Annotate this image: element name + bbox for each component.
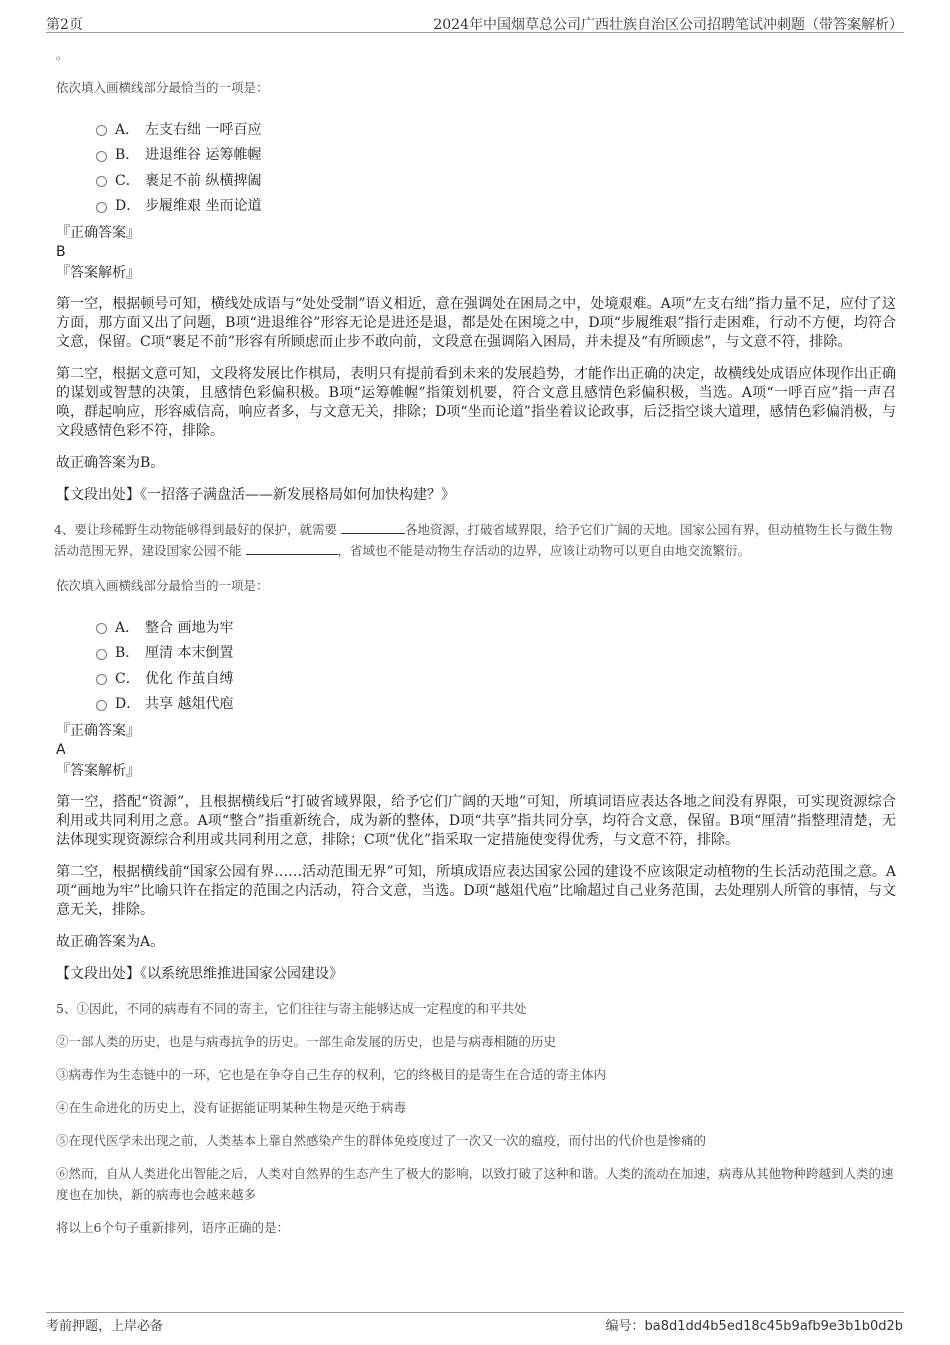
option-letter: B． bbox=[115, 645, 140, 662]
code-value: ba8d1dd4b5ed18c45b9afb9e3b1b0d2b bbox=[644, 1319, 903, 1334]
radio-icon[interactable] bbox=[96, 649, 107, 660]
radio-icon[interactable] bbox=[96, 700, 107, 711]
option-text: 裹足不前 纵横捭阖 bbox=[145, 172, 262, 189]
q5-sentence-3: ③病毒作为生态链中的一环，它也是在争夺自己生存的权利，它的终极目的是寄生在合适的寄主体内 bbox=[56, 1067, 607, 1082]
option-text: 左支右绌 一呼百应 bbox=[145, 121, 262, 138]
radio-icon[interactable] bbox=[96, 176, 107, 187]
q5-sentence-5: ⑤在现代医学未出现之前，人类基本上靠自然感染产生的群体免疫度过了一次又一次的瘟疫，而付出的代价也是惨痛的 bbox=[56, 1133, 707, 1148]
option-letter: B． bbox=[115, 147, 140, 164]
q3-conclusion: 故正确答案为B。 bbox=[56, 455, 165, 471]
option-text: 共享 越俎代庖 bbox=[145, 696, 234, 713]
q3-option-c[interactable] bbox=[96, 167, 896, 193]
q4-options bbox=[96, 614, 896, 716]
radio-icon[interactable] bbox=[96, 202, 107, 213]
q4-stem-part3: ，省域也不能是动物生存活动的边界，应该让动物可以更自由地交流繁衍。 bbox=[337, 543, 751, 558]
radio-icon[interactable] bbox=[96, 674, 107, 685]
q4-analysis-label: 『答案解析』 bbox=[56, 763, 140, 779]
q4-conclusion: 故正确答案为A。 bbox=[56, 934, 165, 950]
q3-answer: B bbox=[56, 244, 66, 260]
page-number: 第2页 bbox=[46, 17, 83, 33]
radio-icon[interactable] bbox=[96, 151, 107, 162]
q4-blank-1 bbox=[341, 521, 405, 534]
q3-option-b[interactable] bbox=[96, 142, 896, 168]
document-code bbox=[606, 1315, 904, 1334]
q3-answer-label: 『正确答案』 bbox=[56, 225, 140, 241]
q4-analysis-para-1: 第一空，搭配“资源”，且根据横线后“打破省域界限，给予它们广阔的天地”可知，所填词语应表达各地之间没有界限，可实现资源综合利用或共同利用之意。A项“整合”指重新统合，成为新的整体，D项“共享”指共同分享，均符合文意，保留。B项“厘清”指整理清楚，无法体现实现资源综合利用或共同利用之意，排除；C项“优化”指采取一定措施使变得优秀，与文意不符，排除。 bbox=[56, 794, 896, 848]
q4-stem bbox=[54, 519, 896, 561]
option-text: 整合 画地为牢 bbox=[145, 619, 234, 636]
q4-stem-part1: 4、要让珍稀野生动物能够得到最好的保护，就需要 bbox=[54, 522, 337, 537]
option-letter: A． bbox=[115, 121, 140, 138]
q4-option-c[interactable] bbox=[96, 665, 896, 691]
q4-analysis-para-2: 第二空，根据横线前“国家公园有界……活动范围无界”可知，所填成语应表达国家公园的建设不应该限定动植物的生长活动范围之意。A项“画地为牢”比喻只许在指定的范围之内活动，符合文意，当选。D项“越俎代庖”比喻超过自己业务范围，去处理别人所管的事情，与文意无关，排除。 bbox=[56, 864, 896, 918]
q5-sentence-6: ⑥然而，自从人类进化出智能之后，人类对自然界的生态产生了极大的影响，以致打破了这种和谐。人类的流动在加速，病毒从其他物种跨越到人类的速度也在加快，新的病毒也会越来越多 bbox=[56, 1166, 894, 1202]
q3-stem-tail: 。 bbox=[56, 47, 69, 62]
option-text: 步履维艰 坐而论道 bbox=[145, 198, 262, 215]
q4-option-d[interactable] bbox=[96, 691, 896, 717]
option-text: 优化 作茧自缚 bbox=[145, 670, 234, 687]
document-title: 2024年中国烟草总公司广西壮族自治区公司招聘笔试冲刺题（带答案解析） bbox=[433, 17, 903, 33]
q3-analysis-label: 『答案解析』 bbox=[56, 265, 140, 281]
code-label: 编号： bbox=[605, 1319, 645, 1334]
q5-sentence-1: 5、①因此，不同的病毒有不同的寄主，它们往往与寄主能够达成一定程度的和平共处 bbox=[56, 1001, 527, 1016]
q3-prompt: 依次填入画横线部分最恰当的一项是： bbox=[56, 80, 269, 95]
option-letter: C． bbox=[115, 670, 140, 687]
option-text: 进退维谷 运筹帷幄 bbox=[145, 147, 262, 164]
main-content bbox=[56, 38, 896, 1238]
option-letter: D． bbox=[115, 696, 141, 713]
header-divider bbox=[46, 32, 904, 33]
q3-options bbox=[96, 116, 896, 218]
q3-option-d[interactable] bbox=[96, 193, 896, 219]
option-text: 厘清 本末倒置 bbox=[145, 645, 234, 662]
radio-icon[interactable] bbox=[96, 125, 107, 136]
q4-source: 【文段出处】《以系统思维推进国家公园建设》 bbox=[56, 966, 343, 982]
q4-answer: A bbox=[56, 742, 66, 758]
q4-prompt: 依次填入画横线部分最恰当的一项是： bbox=[56, 578, 269, 593]
q4-blank-2 bbox=[246, 542, 338, 555]
q4-answer-label: 『正确答案』 bbox=[56, 723, 140, 739]
footer-divider bbox=[46, 1312, 904, 1313]
q5-sentence-4: ④在生命进化的历史上，没有证据能证明某种生物是灭绝于病毒 bbox=[56, 1100, 407, 1115]
option-letter: D． bbox=[115, 198, 141, 215]
option-letter: C． bbox=[115, 172, 140, 189]
q3-source: 【文段出处】《一招落子满盘活——新发展格局如何加快构建？》 bbox=[56, 487, 455, 503]
q5-sentence-2: ②一部人类的历史，也是与病毒抗争的历史。一部生命发展的历史，也是与病毒相随的历史 bbox=[56, 1034, 557, 1049]
q3-option-a[interactable] bbox=[96, 116, 896, 142]
footer-slogan: 考前押题，上岸必备 bbox=[46, 1319, 164, 1334]
radio-icon[interactable] bbox=[96, 623, 107, 634]
q5-prompt: 将以上6个句子重新排列，语序正确的是： bbox=[56, 1220, 289, 1235]
q3-analysis-para-2: 第二空，根据文意可知，文段将发展比作棋局，表明只有提前看到未来的发展趋势，才能作出正确的决定，故横线处成语应体现作出正确的谋划或智慧的决策，且感情色彩偏积极。B项“运筹帷幄”指策划机要，符合文意且感情色彩偏积极，当选。A项“一呼百应”指一声召唤，群起响应，形容威信高，响应者多，与文意无关，排除；D项“坐而论道”指坐着议论政事，后泛指空谈大道理，感情色彩偏消极，与文段感情色彩不符，排除。 bbox=[56, 366, 896, 439]
q4-option-b[interactable] bbox=[96, 640, 896, 666]
q3-analysis-para-1: 第一空，根据顿号可知，横线处成语与“处处受制”语义相近，意在强调处在困局之中，处境艰难。A项“左支右绌”指力量不足，应付了这方面，那方面又出了问题，B项“进退维谷”形容无论是进还是退，都是处在困境之中，D项“步履维艰”指行走困难，行动不方便，均符合文意，保留。C项“裹足不前”形容有所顾虑而止步不敢向前，文段意在强调陷入困局，并未提及“有所顾虑”，与文意不符，排除。 bbox=[56, 296, 896, 350]
q4-option-a[interactable] bbox=[96, 614, 896, 640]
option-letter: A． bbox=[115, 619, 140, 636]
q4-stem-part2: 各地资源，打破省域界限，给予它们广阔的天地。国家公园有界，但动植物生长与微生物活动范围无界，建设国家公园不能 bbox=[54, 522, 893, 558]
